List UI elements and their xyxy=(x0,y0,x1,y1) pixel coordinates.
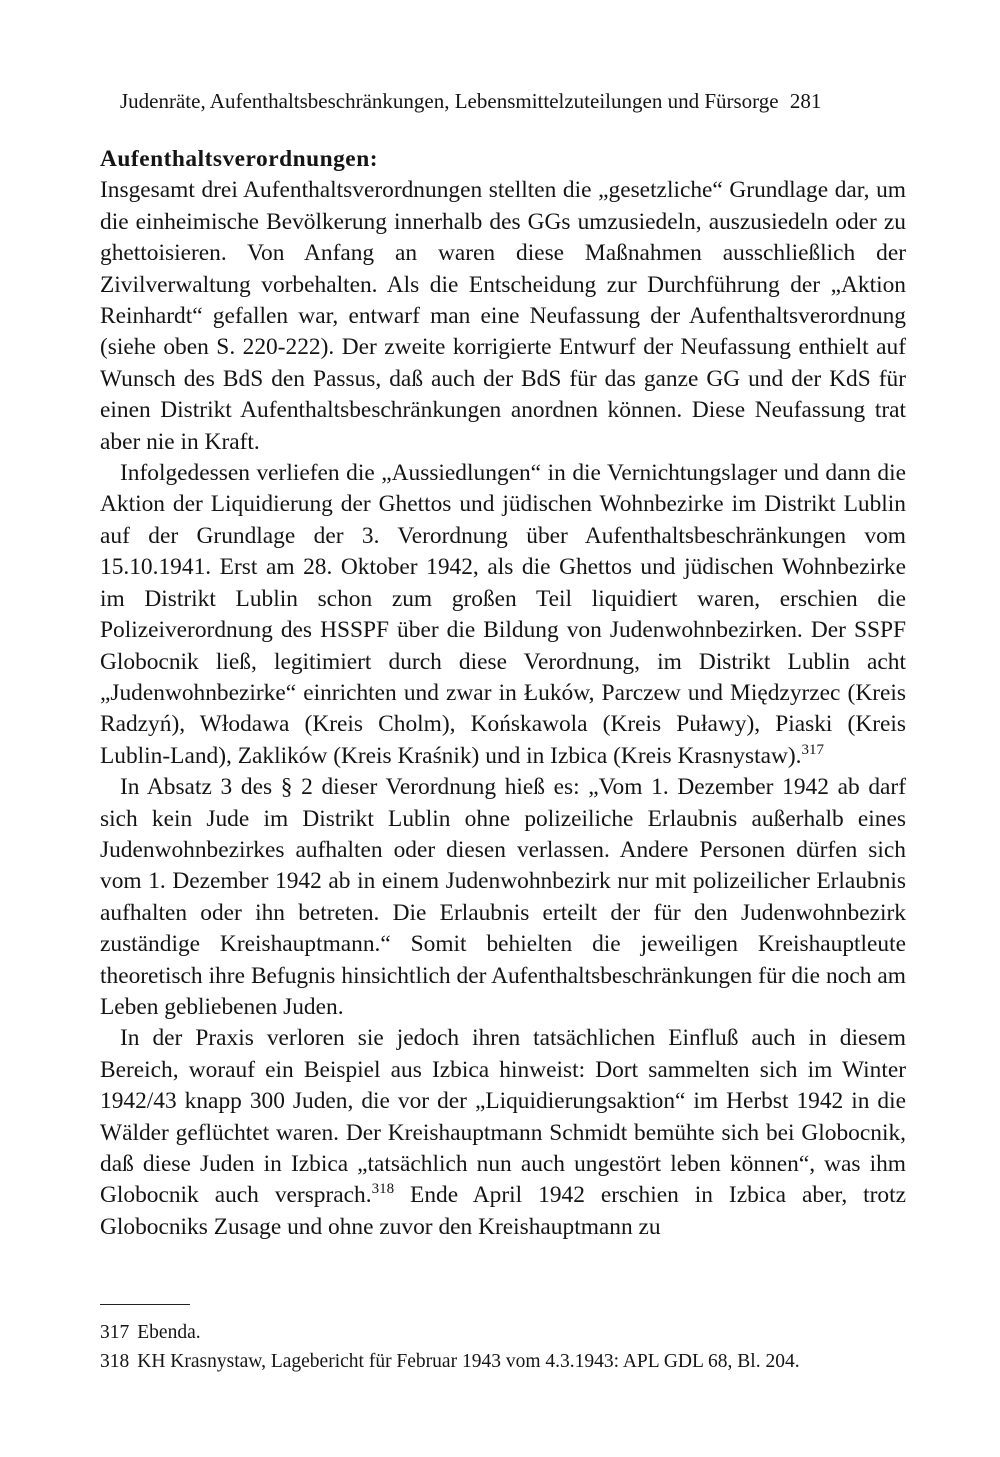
footnote-ref-318: 318 xyxy=(371,1181,395,1198)
footnotes xyxy=(100,1318,900,1376)
footnote-number: 318 xyxy=(100,1351,130,1372)
paragraph-2 xyxy=(100,458,906,772)
footnote-divider xyxy=(100,1304,190,1305)
section-heading: Aufenthaltsverordnungen: xyxy=(100,146,378,172)
footnote-ref-317: 317 xyxy=(801,741,825,758)
paragraph-4 xyxy=(100,1023,906,1243)
paragraph-3 xyxy=(100,772,906,1023)
paragraph-4-text-b: Ende April 1942 erschien in Izbica aber, trotz Globocniks Zusage und ohne zuvor den Kreishauptmann zu xyxy=(100,1182,906,1240)
footnote-text: KH Krasnystaw, Lagebericht für Februar 1943 vom 4.3.1943: APL GDL 68, Bl. 204. xyxy=(137,1351,800,1372)
running-head-title: Judenräte, Aufenthaltsbeschränkungen, Lebensmittelzuteilungen und Fürsorge xyxy=(120,89,779,113)
footnote-318 xyxy=(100,1347,900,1376)
paragraph-4-text-a: In der Praxis verloren sie jedoch ihren tatsächlichen Einfluß auch in diesem Bereich, worauf ein Beispiel aus Izbica hinweist: Dort sammelten sich im Winter 1942/43 knapp 300 Juden, die vor der „Liquidierungsaktion“ im Herbst 1942 in die Wälder geflüchtet waren. Der Kreishauptmann Schmidt bemühte sich bei Globocnik, daß diese Juden in Izbica „tatsächlich nun auch ungestört leben können“, was ihm Globocnik auch versprach. xyxy=(100,1025,906,1209)
footnote-text: Ebenda. xyxy=(137,1322,201,1343)
paragraph-3-text: In Absatz 3 des § 2 dieser Verordnung hieß es: „Vom 1. Dezember 1942 ab darf sich kein Jude im Distrikt Lublin ohne polizeiliche Erlaubnis außerhalb eines Judenwohnbezirkes aufhalten oder diesen verlassen. Andere Personen dürfen sich vom 1. Dezember 1942 ab in einem Judenwohnbezirk nur mit polizeilicher Erlaubnis aufhalten oder ihn betreten. Die Erlaubnis erteilt der für den Judenwohnbezirk zuständige Kreishauptmann.“ Somit behielten die jeweiligen Kreishauptleute theoretisch ihre Befugnis hinsichtlich der Aufenthaltsbeschränkungen für die noch am Leben gebliebenen Juden. xyxy=(100,774,906,1020)
running-head xyxy=(120,86,910,116)
paragraph-1-text: Insgesamt drei Aufenthaltsverordnungen stellten die „gesetzliche“ Grundlage dar, um die einheimische Bevölkerung innerhalb des GGs umzusiedeln, auszusiedeln oder zu ghettoisieren. Von Anfang an waren diese Maßnahmen ausschließlich der Zivilverwaltung vorbehalten. Als die Entscheidung zur Durchführung der „Aktion Reinhardt“ gefallen war, entwarf man eine Neufassung der Aufenthaltsverordnung (siehe oben S. 220-222). Der zweite korrigierte Entwurf der Neufassung enthielt auf Wunsch des BdS den Passus, daß auch der BdS für das ganze GG und der KdS für einen Distrikt Aufenthaltsbeschränkungen anordnen können. Diese Neufassung trat aber nie in Kraft. xyxy=(100,177,906,455)
paragraph-1 xyxy=(100,175,906,458)
footnote-number: 317 xyxy=(100,1322,130,1343)
page-number: 281 xyxy=(789,89,822,113)
paragraph-2-text: Infolgedessen verliefen die „Aussiedlungen“ in die Vernichtungslager und dann die Aktion der Liquidierung der Ghettos und jüdischen Wohnbezirke im Distrikt Lublin auf der Grundlage der 3. Verordnung über Aufenthaltsbeschränkungen vom 15.10.1941. Erst am 28. Oktober 1942, als die Ghettos und jüdischen Wohnbezirke im Distrikt Lublin schon zum großen Teil liquidiert waren, erschien die Polizeiverordnung des HSSPF über die Bildung von Judenwohnbezirken. Der SSPF Globocnik ließ, legitimiert durch diese Verordnung, im Distrikt Lublin acht „Judenwohnbezirke“ einrichten und zwar in Łuków, Parczew und Międzyrzec (Kreis Radzyń), Włodawa (Kreis Cholm), Końskawola (Kreis Puławy), Piaski (Kreis Lublin-Land), Zaklików (Kreis Kraśnik) und in Izbica (Kreis Krasnystaw). xyxy=(100,460,906,769)
body-text xyxy=(100,144,906,1243)
footnote-317 xyxy=(100,1318,900,1347)
